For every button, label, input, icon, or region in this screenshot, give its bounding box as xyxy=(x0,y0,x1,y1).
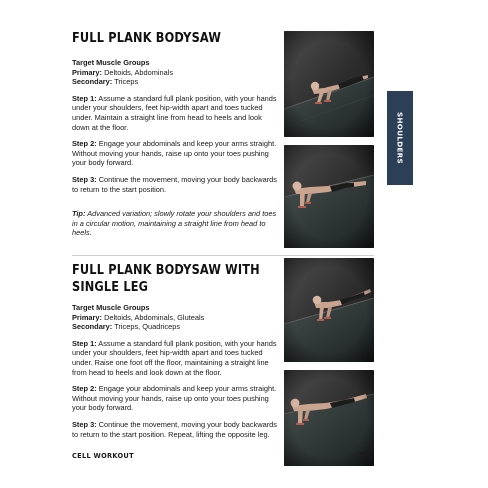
secondary-muscles: Secondary: Triceps, Quadriceps xyxy=(72,322,181,332)
secondary-muscles: Secondary: Triceps xyxy=(72,77,139,87)
step-2: Step 2: Engage your abdominals and keep your arms straight. Without moving your hands, raise up onto your toes pushing your body forward. xyxy=(72,384,277,413)
target-muscles-heading: Target Muscle Groups xyxy=(72,303,150,312)
section-tab-label: SHOULDERS xyxy=(395,111,405,165)
exercise-photo-single-leg-start xyxy=(284,258,374,362)
primary-muscles: Primary: Deltoids, Abdominals xyxy=(72,67,174,77)
exercise-title-single-leg: FULL PLANK BODYSAW WITH SINGLE LEG xyxy=(72,263,260,295)
step-3: Step 3: Continue the movement, moving your body backwards to return to the start position. Repeat, lifting the opposite leg. xyxy=(72,419,277,439)
step-2: Step 2: Engage your abdominals and keep your arms straight. Without moving your hands, raise up onto your toes pushing your body forward. xyxy=(72,139,277,168)
tip: Tip: Advanced variation; slowly rotate your shoulders and toes in a circular motion, maintaining a straight line from head to heels. xyxy=(72,209,277,238)
primary-muscles: Primary: Deltoids, Abdominals, Gluteals xyxy=(72,312,205,322)
section-tab xyxy=(387,91,413,185)
step-1: Step 1: Assume a standard full plank position, with your hands under your shoulders, feet hip-width apart and toes tucked under. Maintain a straight line from head to heels and look down at the floor. xyxy=(72,93,277,132)
section-divider xyxy=(72,255,374,256)
step-1: Step 1: Assume a standard full plank position, with your hands under your shoulders, feet hip-width apart and toes tucked under. Raise one foot off the floor, maintaining a straight line from head to heels and look down at the floor. xyxy=(72,338,277,377)
exercise-description-single-leg xyxy=(72,303,280,439)
exercise-photo-start xyxy=(284,31,374,137)
book-title-footer: CELL WORKOUT xyxy=(72,452,134,460)
exercise-title: FULL PLANK BODYSAW xyxy=(72,31,222,46)
page-number: 75 xyxy=(358,451,370,460)
exercise-photo-forward xyxy=(284,145,374,248)
exercise-description xyxy=(72,58,280,238)
target-muscles-heading: Target Muscle Groups xyxy=(72,58,150,67)
step-3: Step 3: Continue the movement, moving your body backwards to return to the start position. xyxy=(72,174,277,194)
